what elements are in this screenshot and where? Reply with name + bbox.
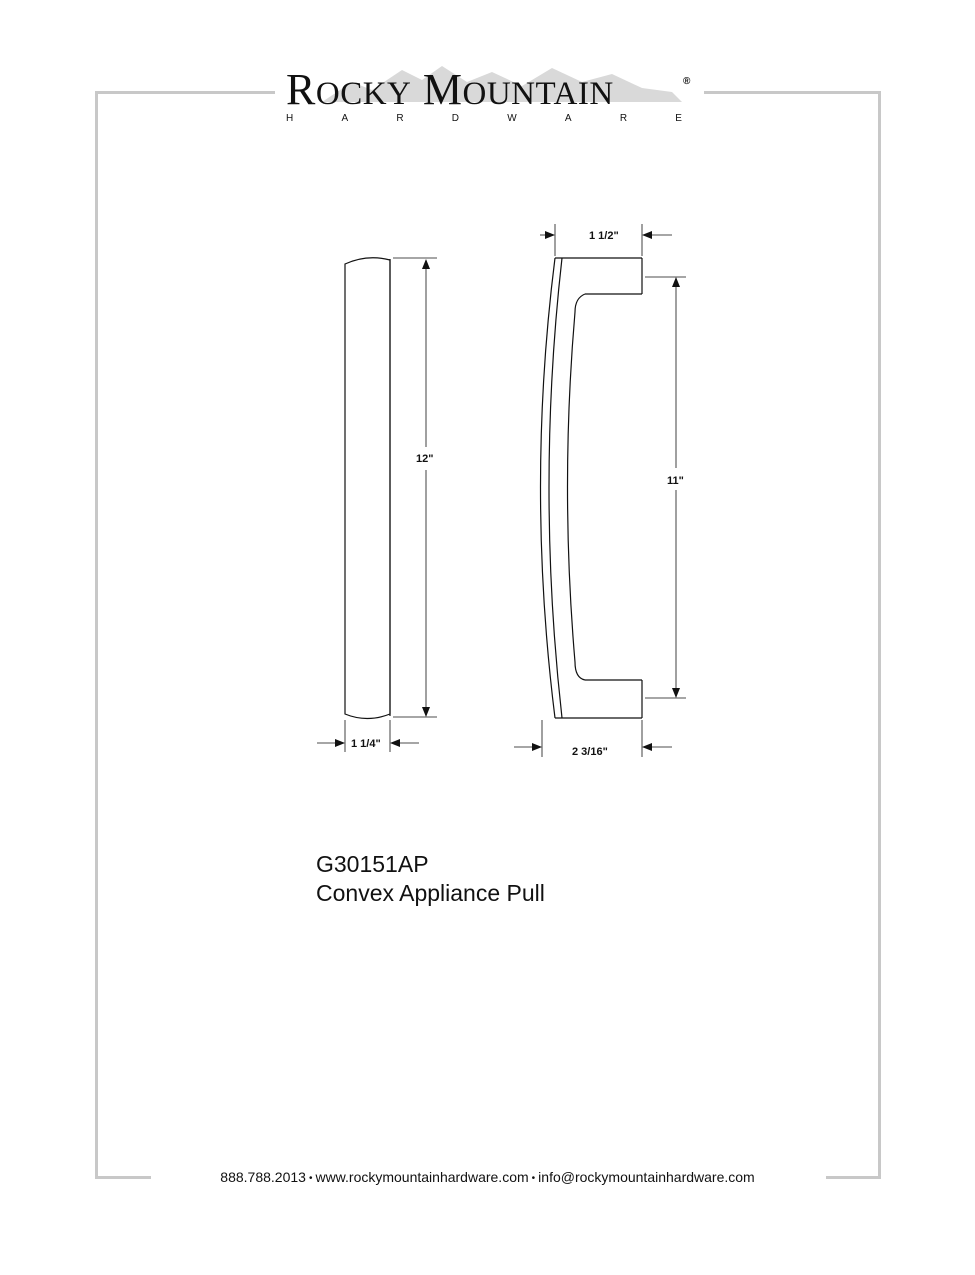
footer-separator: • (531, 1173, 536, 1184)
dim-label-projection: 2 3/16" (572, 746, 608, 758)
brand-subtitle-letter: R (619, 113, 628, 124)
registered-mark: ® (683, 76, 691, 87)
side-view-top-inner-curve (575, 294, 585, 312)
side-view-outer-face-edge (549, 258, 562, 718)
side-view-bottom-inner-curve (575, 662, 585, 680)
brand-subtitle-letter: R (396, 113, 404, 124)
brand-word-ountain: OUNTAIN (462, 76, 614, 112)
brand-initial-r: R (286, 65, 316, 114)
dim-label-width: 1 1/4" (351, 738, 381, 750)
footer-phone: 888.788.2013 (220, 1169, 306, 1185)
brand-initial-m: M (422, 65, 463, 114)
front-view (317, 258, 437, 752)
brand-subtitle-letter: A (341, 113, 349, 124)
front-view-outline (345, 258, 390, 719)
brand-subtitle-letter: E (675, 113, 682, 124)
brand-word-ocky: OCKY (315, 76, 412, 112)
footer-contact (0, 1169, 975, 1185)
side-view-inner-face (568, 312, 576, 662)
dim-label-overall-length: 12" (416, 453, 434, 465)
product-caption (316, 850, 545, 908)
footer-separator: • (308, 1173, 313, 1184)
product-name: Convex Appliance Pull (316, 880, 545, 906)
brand-subtitle-letter: H (286, 113, 294, 124)
footer-website-link[interactable]: www.rockymountainhardware.com (315, 1169, 529, 1185)
dim-label-foot-depth: 1 1/2" (589, 230, 619, 242)
footer-email-link[interactable]: info@rockymountainhardware.com (538, 1169, 755, 1185)
side-view (514, 224, 686, 757)
dim-label-center-to-center: 11" (667, 475, 684, 487)
brand-subtitle-letter: W (507, 113, 517, 124)
side-view-outer-face (541, 258, 556, 718)
brand-subtitle-letter: A (564, 113, 572, 124)
brand-subtitle-letter: D (451, 113, 460, 124)
product-sku: G30151AP (316, 851, 429, 877)
